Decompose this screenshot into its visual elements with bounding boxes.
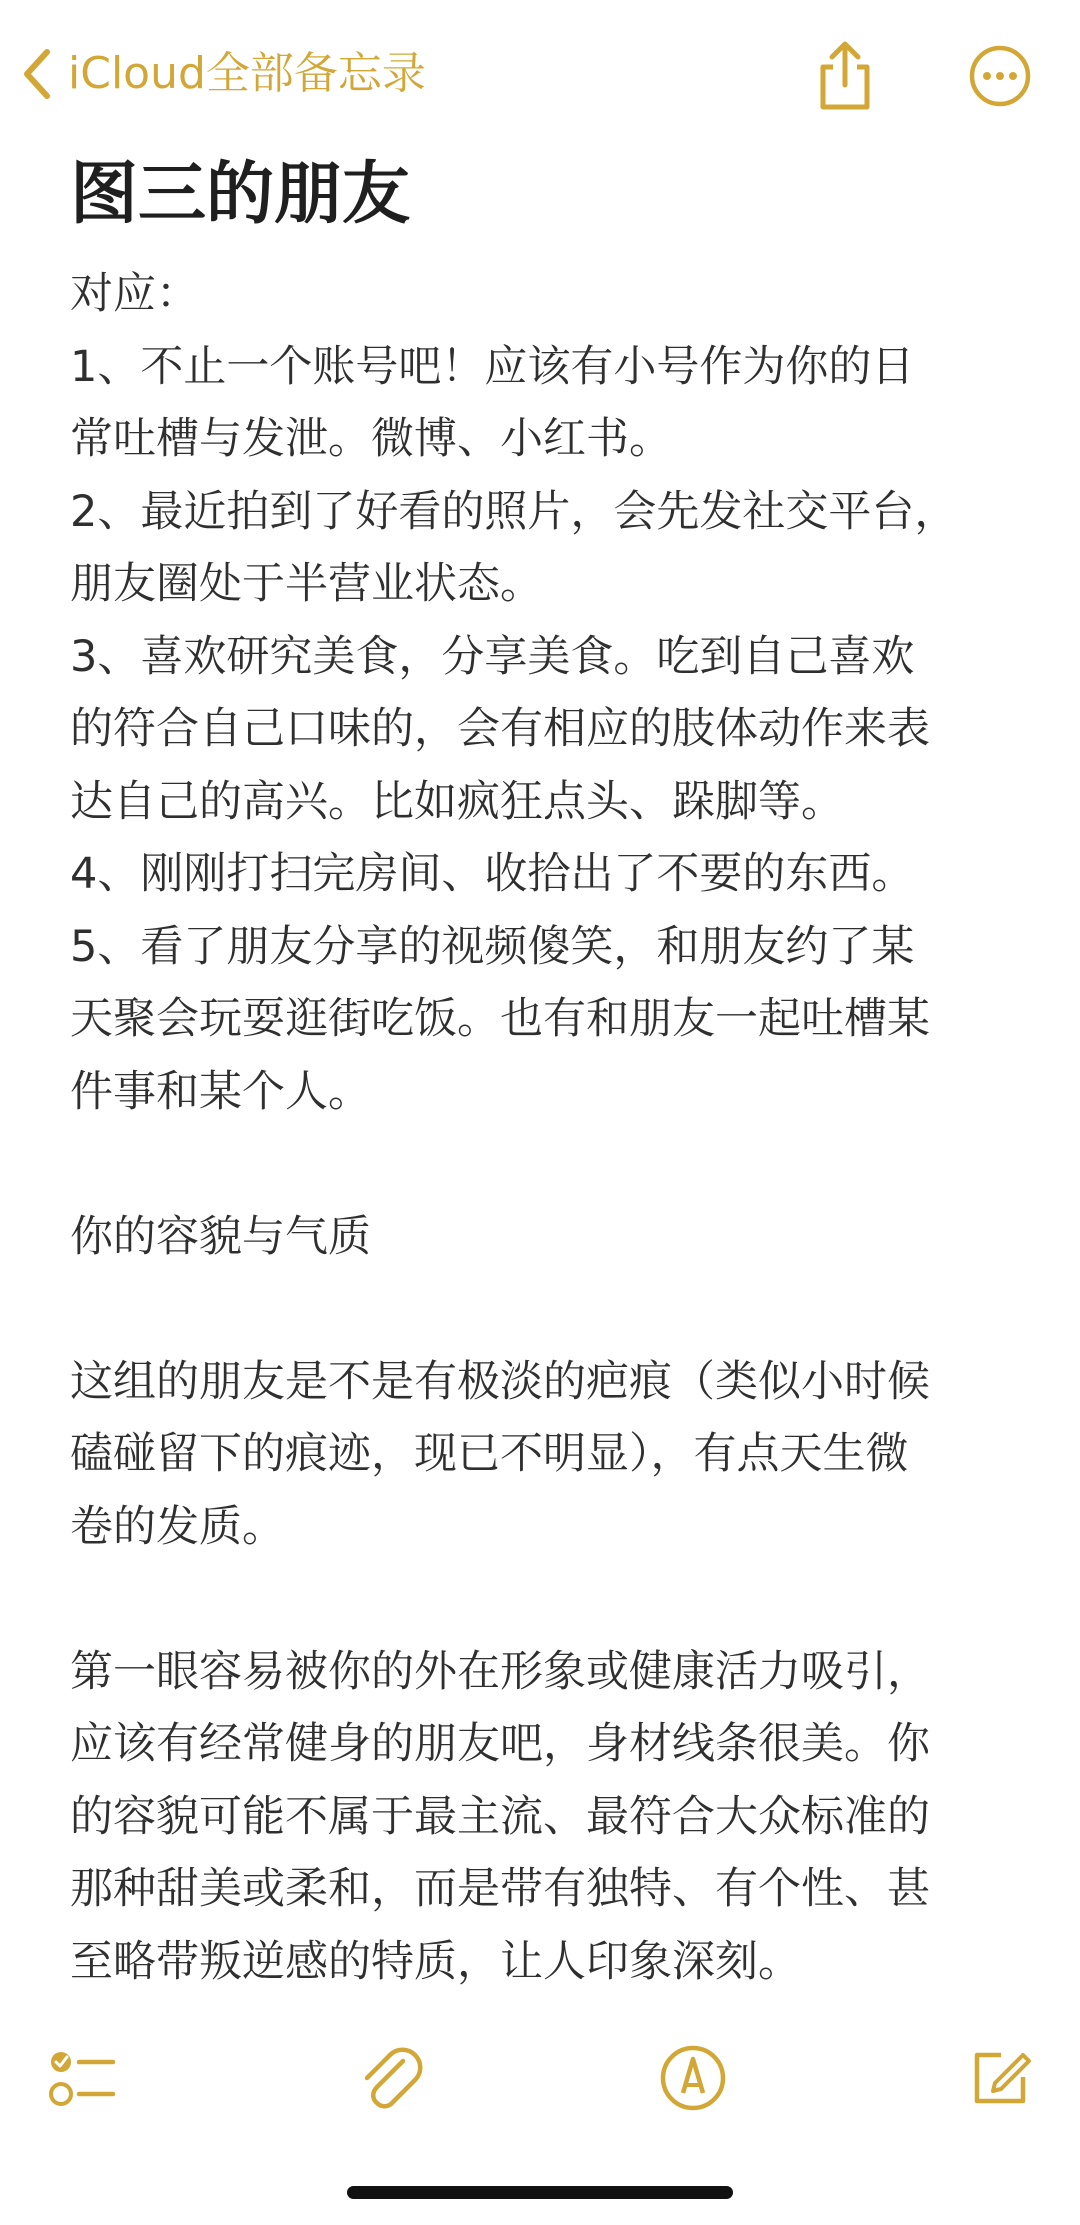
note-line: 件事和某个人。 — [70, 1066, 371, 1117]
note-line: 那种甜美或柔和，而是带有独特、有个性、甚 — [70, 1864, 930, 1914]
attach-button[interactable] — [345, 2035, 435, 2125]
note-line: 2、最近拍到了好看的照片，会先发社交平台， — [70, 486, 958, 537]
blank-line — [70, 1273, 1030, 1346]
compose-icon — [965, 2043, 1035, 2117]
back-label: iCloud全部备忘录 — [68, 48, 426, 99]
note-line: 达自己的高兴。比如疯狂点头、跺脚等。 — [70, 776, 844, 827]
share-button[interactable] — [805, 38, 885, 118]
note-line: 4、刚刚打扫完房间、收拾出了不要的东西。 — [70, 849, 915, 899]
note-title[interactable]: 图三的朋友 — [70, 155, 411, 234]
navigation-bar — [0, 38, 1080, 118]
markup-icon — [658, 2043, 728, 2117]
markup-button[interactable] — [648, 2035, 738, 2125]
blank-line — [70, 1563, 1030, 1636]
note-line: 卷的发质。 — [70, 1501, 285, 1552]
note-line: 1、不止一个账号吧！应该有小号作为你的日 — [70, 341, 915, 392]
note-body[interactable] — [70, 258, 1030, 1998]
note-line: 朋友圈处于半营业状态。 — [70, 559, 543, 609]
note-line: 的符合自己口味的，会有相应的肢体动作来表 — [70, 704, 930, 754]
back-button[interactable] — [22, 44, 426, 104]
note-line: 你的容貌与气质 — [70, 1211, 371, 1262]
note-line: 5、看了朋友分享的视频傻笑，和朋友约了某 — [70, 921, 915, 972]
note-line: 对应： — [70, 269, 199, 319]
note-line: 应该有经常健身的朋友吧，身材线条很美。你 — [70, 1719, 930, 1769]
paperclip-icon — [355, 2041, 425, 2119]
note-line: 磕碰留下的痕迹，现已不明显），有点天生微 — [70, 1429, 909, 1479]
blank-line — [70, 1128, 1030, 1201]
home-indicator — [347, 2186, 733, 2199]
chevron-left-icon — [22, 48, 52, 100]
note-line: 3、喜欢研究美食，分享美食。吃到自己喜欢 — [70, 631, 915, 682]
note-line: 天聚会玩耍逛街吃饭。也有和朋友一起吐槽某 — [70, 994, 930, 1044]
bottom-toolbar — [0, 2025, 1080, 2135]
note-line: 第一眼容易被你的外在形象或健康活力吸引， — [70, 1646, 930, 1697]
compose-button[interactable] — [955, 2035, 1045, 2125]
share-icon — [813, 39, 877, 117]
more-icon — [968, 44, 1032, 112]
note-line: 至略带叛逆感的特质，让人印象深刻。 — [70, 1936, 801, 1987]
note-line: 这组的朋友是不是有极淡的疤痕（类似小时候 — [70, 1356, 930, 1407]
checklist-icon — [47, 2042, 119, 2118]
more-button[interactable] — [960, 38, 1040, 118]
note-line: 的容貌可能不属于最主流、最符合大众标准的 — [70, 1791, 930, 1842]
checklist-button[interactable] — [38, 2035, 128, 2125]
note-line: 常吐槽与发泄。微博、小红书。 — [70, 414, 672, 464]
